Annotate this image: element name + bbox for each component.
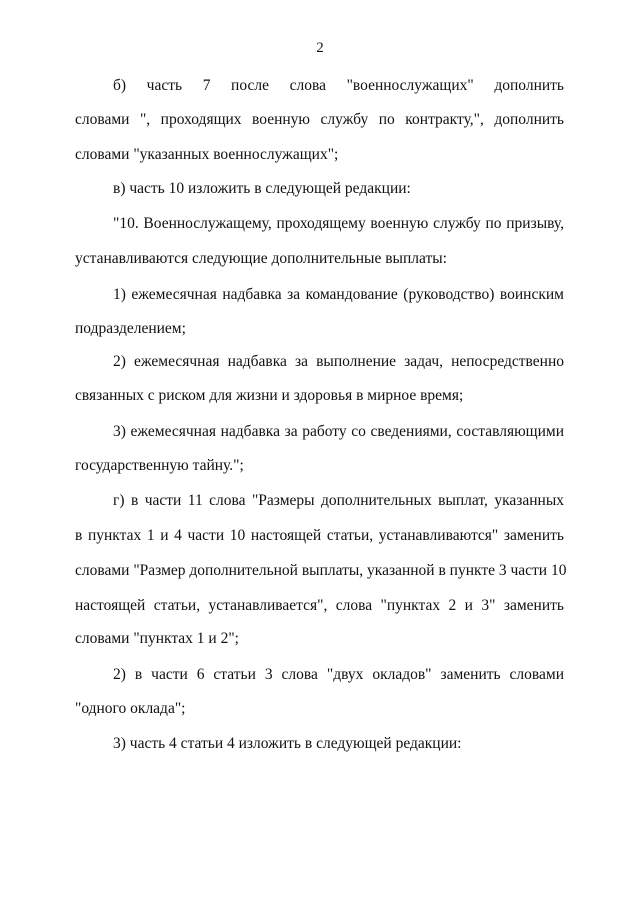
text-line: словами "указанных военнослужащих"; bbox=[75, 146, 339, 163]
text-line: 3) ежемесячная надбавка за работу со сведениями, составляющими bbox=[113, 423, 564, 440]
text-line: 2) ежемесячная надбавка за выполнение задач, непосредственно bbox=[113, 353, 564, 370]
page-number: 2 bbox=[316, 40, 324, 56]
text-line: "одного оклада"; bbox=[75, 700, 186, 717]
text-line: связанных с риском для жизни и здоровья в мирное время; bbox=[75, 387, 464, 404]
text-line: словами "Размер дополнительной выплаты, указанной в пункте 3 части 10 bbox=[75, 562, 567, 579]
text-line: устанавливаются следующие дополнительные выплаты: bbox=[75, 250, 447, 267]
text-line: подразделением; bbox=[75, 320, 186, 337]
text-line: г) в части 11 слова "Размеры дополнительных выплат, указанных bbox=[113, 492, 564, 509]
text-line: 3) часть 4 статьи 4 изложить в следующей редакции: bbox=[113, 735, 462, 752]
text-line: настоящей статьи, устанавливается", слова "пунктах 2 и 3" заменить bbox=[75, 597, 564, 614]
text-line: 2) в части 6 статьи 3 слова "двух окладов" заменить словами bbox=[113, 666, 564, 683]
text-line: в) часть 10 изложить в следующей редакции: bbox=[113, 180, 411, 197]
text-line: "10. Военнослужащему, проходящему военную службу по призыву, bbox=[113, 215, 564, 232]
text-line: в пунктах 1 и 4 части 10 настоящей статьи, устанавливаются" заменить bbox=[75, 527, 564, 544]
text-line: словами "пунктах 1 и 2"; bbox=[75, 630, 239, 647]
text-line: государственную тайну."; bbox=[75, 457, 244, 474]
text-line: б) часть 7 после слова "военнослужащих" дополнить bbox=[113, 77, 564, 94]
text-line: 1) ежемесячная надбавка за командование (руководство) воинским bbox=[113, 286, 564, 303]
text-line: словами ", проходящих военную службу по контракту,", дополнить bbox=[75, 111, 564, 128]
